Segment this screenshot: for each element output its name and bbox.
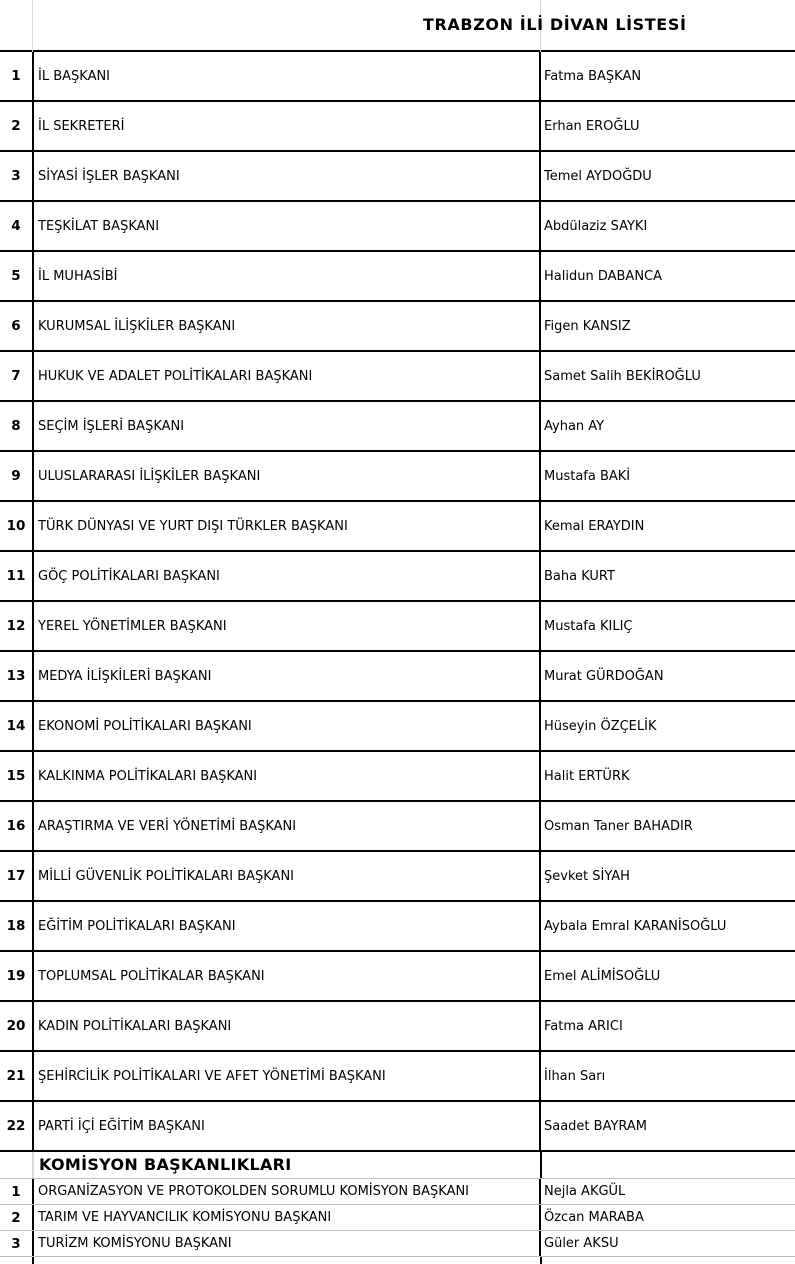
- row-number: 20: [6, 1018, 26, 1034]
- role-cell: GÖÇ POLİTİKALARI BAŞKANI: [32, 552, 541, 600]
- table-row: [0, 952, 795, 1002]
- role-cell: TOPLUMSAL POLİTİKALAR BAŞKANI: [32, 952, 541, 1000]
- row-number: 7: [11, 368, 21, 384]
- name-cell: Mustafa KILIÇ: [544, 618, 633, 634]
- table-row: [0, 802, 795, 852]
- row-number: 13: [6, 668, 26, 684]
- table-row: [0, 552, 795, 602]
- name-cell: Halidun DABANCA: [544, 268, 663, 284]
- role-cell: İL SEKRETERİ: [32, 102, 541, 150]
- row-number: 3: [11, 1235, 21, 1252]
- column-divider: [32, 1257, 34, 1264]
- row-number: 2: [11, 1209, 21, 1226]
- row-number: 9: [11, 468, 21, 484]
- role-cell: EĞİTİM POLİTİKALARI BAŞKANI: [32, 902, 541, 950]
- table-row: [0, 1052, 795, 1102]
- column-divider: [32, 1152, 34, 1178]
- role-cell: TEŞKİLAT BAŞKANI: [32, 202, 541, 250]
- table-row: [0, 602, 795, 652]
- row-number: 1: [11, 1183, 21, 1200]
- role-cell: EKONOMİ POLİTİKALARI BAŞKANI: [32, 702, 541, 750]
- name-cell: Emel ALİMİSOĞLU: [544, 968, 661, 984]
- table-row: [0, 752, 795, 802]
- column-divider: [540, 1152, 542, 1178]
- komisyon-section-title: KOMİSYON BAŞKANLIKLARI: [39, 1155, 292, 1174]
- role-cell: ORGANİZASYON VE PROTOKOLDEN SORUMLU KOMİSYON BAŞKANI: [32, 1179, 541, 1204]
- row-number: 21: [6, 1068, 26, 1084]
- name-cell: Nejla AKGÜL: [544, 1184, 626, 1199]
- name-cell: Hüseyin ÖZÇELİK: [544, 718, 657, 734]
- table-row: [0, 1002, 795, 1052]
- row-number: 22: [6, 1118, 26, 1134]
- komisyon-row: [0, 1230, 795, 1256]
- row-number: 5: [11, 268, 21, 284]
- name-cell: Samet Salih BEKİROĞLU: [544, 368, 701, 384]
- title-row: [0, 0, 795, 52]
- name-cell: Baha KURT: [544, 568, 615, 584]
- column-divider: [32, 0, 33, 52]
- role-cell: SEÇİM İŞLERİ BAŞKANI: [32, 402, 541, 450]
- page-title: TRABZON İLİ DİVAN LİSTESİ: [423, 15, 687, 34]
- table-row: [0, 702, 795, 752]
- role-cell: TURİZM KOMİSYONU BAŞKANI: [32, 1231, 541, 1256]
- table-row: [0, 302, 795, 352]
- name-cell: Ayhan AY: [544, 418, 605, 434]
- name-cell: İlhan Sarı: [544, 1068, 606, 1084]
- row-number: 2: [11, 118, 21, 134]
- column-divider: [540, 1257, 542, 1264]
- role-cell: İL MUHASİBİ: [32, 252, 541, 300]
- name-cell: Halit ERTÜRK: [544, 768, 630, 784]
- row-number: 15: [6, 768, 26, 784]
- row-number: 8: [11, 418, 21, 434]
- role-cell: KALKINMA POLİTİKALARI BAŞKANI: [32, 752, 541, 800]
- table-tail: [0, 1256, 795, 1264]
- table-row: [0, 652, 795, 702]
- table-row: [0, 902, 795, 952]
- name-cell: Abdülaziz SAYKI: [544, 218, 648, 234]
- role-cell: TÜRK DÜNYASI VE YURT DIŞI TÜRKLER BAŞKANI: [32, 502, 541, 550]
- role-cell: TARIM VE HAYVANCILIK KOMİSYONU BAŞKANI: [32, 1205, 541, 1230]
- role-cell: SİYASİ İŞLER BAŞKANI: [32, 152, 541, 200]
- row-number: 6: [11, 318, 21, 334]
- role-cell: ULUSLARARASI İLİŞKİLER BAŞKANI: [32, 452, 541, 500]
- name-cell: Erhan EROĞLU: [544, 118, 640, 134]
- komisyon-row: [0, 1178, 795, 1204]
- name-cell: Fatma ARICI: [544, 1018, 623, 1034]
- table-row: [0, 352, 795, 402]
- table-row: [0, 452, 795, 502]
- name-cell: Güler AKSU: [544, 1236, 619, 1251]
- name-cell: Murat GÜRDOĞAN: [544, 668, 664, 684]
- role-cell: YEREL YÖNETİMLER BAŞKANI: [32, 602, 541, 650]
- komisyon-header-row: [0, 1152, 795, 1178]
- name-cell: Şevket SİYAH: [544, 868, 630, 884]
- role-cell: KADIN POLİTİKALARI BAŞKANI: [32, 1002, 541, 1050]
- row-number: 1: [11, 68, 21, 84]
- name-cell: Temel AYDOĞDU: [544, 168, 652, 184]
- table-row: [0, 852, 795, 902]
- table-row: [0, 102, 795, 152]
- role-cell: HUKUK VE ADALET POLİTİKALARI BAŞKANI: [32, 352, 541, 400]
- row-number: 18: [6, 918, 26, 934]
- table-row: [0, 152, 795, 202]
- row-number: 17: [6, 868, 26, 884]
- role-cell: ŞEHİRCİLİK POLİTİKALARI VE AFET YÖNETİMİ BAŞKANI: [32, 1052, 541, 1100]
- name-cell: Figen KANSIZ: [544, 318, 631, 334]
- role-cell: MEDYA İLİŞKİLERİ BAŞKANI: [32, 652, 541, 700]
- row-number: 10: [6, 518, 26, 534]
- row-number: 11: [6, 568, 26, 584]
- name-cell: Kemal ERAYDIN: [544, 518, 645, 534]
- row-number: 3: [11, 168, 21, 184]
- table-row: [0, 202, 795, 252]
- role-cell: İL BAŞKANI: [32, 52, 541, 100]
- table-row: [0, 402, 795, 452]
- table-row: [0, 502, 795, 552]
- row-number: 19: [6, 968, 26, 984]
- table-row: [0, 1102, 795, 1152]
- row-number: 12: [6, 618, 26, 634]
- name-cell: Saadet BAYRAM: [544, 1118, 648, 1134]
- role-cell: PARTİ İÇİ EĞİTİM BAŞKANI: [32, 1102, 541, 1150]
- komisyon-row: [0, 1204, 795, 1230]
- role-cell: ARAŞTIRMA VE VERİ YÖNETİMİ BAŞKANI: [32, 802, 541, 850]
- name-cell: Aybala Emral KARANİSOĞLU: [544, 918, 727, 934]
- name-cell: Mustafa BAKİ: [544, 468, 631, 484]
- table-row: [0, 252, 795, 302]
- name-cell: Osman Taner BAHADIR: [544, 818, 693, 834]
- row-number: 16: [6, 818, 26, 834]
- name-cell: Özcan MARABA: [544, 1210, 644, 1225]
- name-cell: Fatma BAŞKAN: [544, 68, 642, 84]
- role-cell: MİLLİ GÜVENLİK POLİTİKALARI BAŞKANI: [32, 852, 541, 900]
- row-number: 14: [6, 718, 26, 734]
- row-number: 4: [11, 218, 21, 234]
- table-row: [0, 52, 795, 102]
- role-cell: KURUMSAL İLİŞKİLER BAŞKANI: [32, 302, 541, 350]
